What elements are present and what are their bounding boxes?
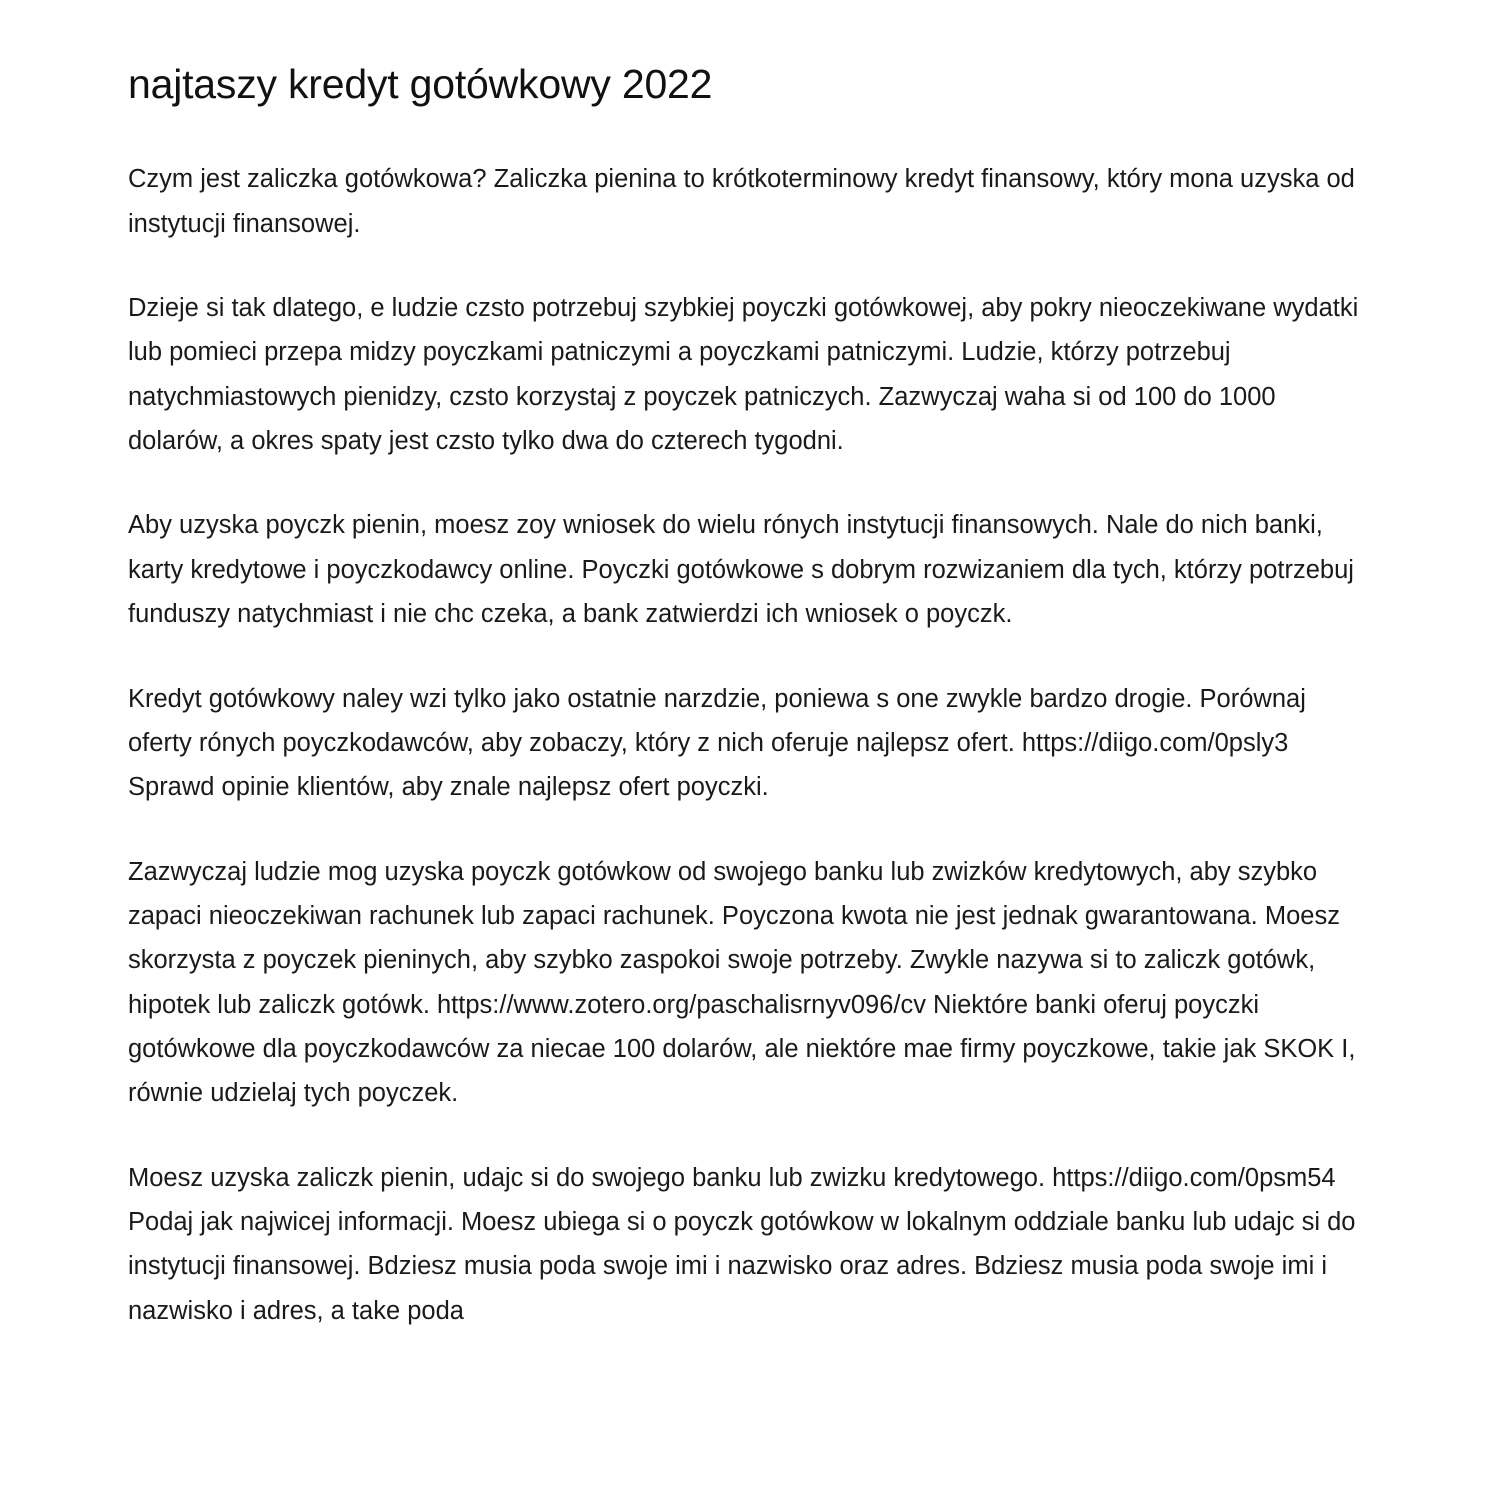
paragraph: Kredyt gotówkowy naley wzi tylko jako ostatnie narzdzie, poniewa s one zwykle bardzo drogie. Porównaj oferty rónych poyczkodawców, aby zobaczy, który z nich oferuje najlepsz ofert. https://diigo.com/0psly3 Sprawd opinie klientów, aby znale najlepsz ofert poyczki. [128, 684, 1306, 802]
document-body [128, 157, 1372, 1333]
paragraph: Czym jest zaliczka gotówkowa? Zaliczka pienina to krótkoterminowy kredyt finansowy, który mona uzyska od instytucji finansowej. [128, 165, 1355, 238]
paragraph: Dzieje si tak dlatego, e ludzie czsto potrzebuj szybkiej poyczki gotówkowej, aby pokry nieoczekiwane wydatki lub pomieci przepa midzy poyczkami patniczymi a poyczkami patniczymi. Ludzie, którzy potrzebuj natychmiastowych pienidzy, czsto korzystaj z poyczek patniczych. Zazwyczaj waha si od 100 do 1000 dolarów, a okres spaty jest czsto tylko dwa do czterech tygodni. [128, 294, 1359, 456]
paragraph: Aby uzyska poyczk pienin, moesz zoy wniosek do wielu rónych instytucji finansowych. Nale do nich banki, karty kredytowe i poyczkodawcy online. Poyczki gotówkowe s dobrym rozwizaniem dla tych, którzy potrzebuj funduszy natychmiast i nie chc czeka, a bank zatwierdzi ich wniosek o poyczk. [128, 511, 1354, 629]
page-title: najtaszy kredyt gotówkowy 2022 [128, 61, 713, 107]
paragraph: Moesz uzyska zaliczk pienin, udajc si do swojego banku lub zwizku kredytowego. https://diigo.com/0psm54 Podaj jak najwicej informacji. Moesz ubiega si o poyczk gotówkow w lokalnym oddziale banku lub udajc si do instytucji finansowej. Bdziesz musia poda swoje imi i nazwisko oraz adres. Bdziesz musia poda swoje imi i nazwisko i adres, a take poda [128, 1163, 1356, 1325]
paragraph: Zazwyczaj ludzie mog uzyska poyczk gotówkow od swojego banku lub zwizków kredytowych, aby szybko zapaci nieoczekiwan rachunek lub zapaci rachunek. Poyczona kwota nie jest jednak gwarantowana. Moesz skorzysta z poyczek pieninych, aby szybko zaspokoi swoje potrzeby. Zwykle nazywa si to zaliczk gotówk, hipotek lub zaliczk gotówk. https://www.zotero.org/paschalisrnyv096/cv Niektóre banki oferuj poyczki gotówkowe dla poyczkodawców za niecae 100 dolarów, ale niektóre mae firmy poyczkowe, takie jak SKOK I, równie udzielaj tych poyczek. [128, 857, 1356, 1108]
